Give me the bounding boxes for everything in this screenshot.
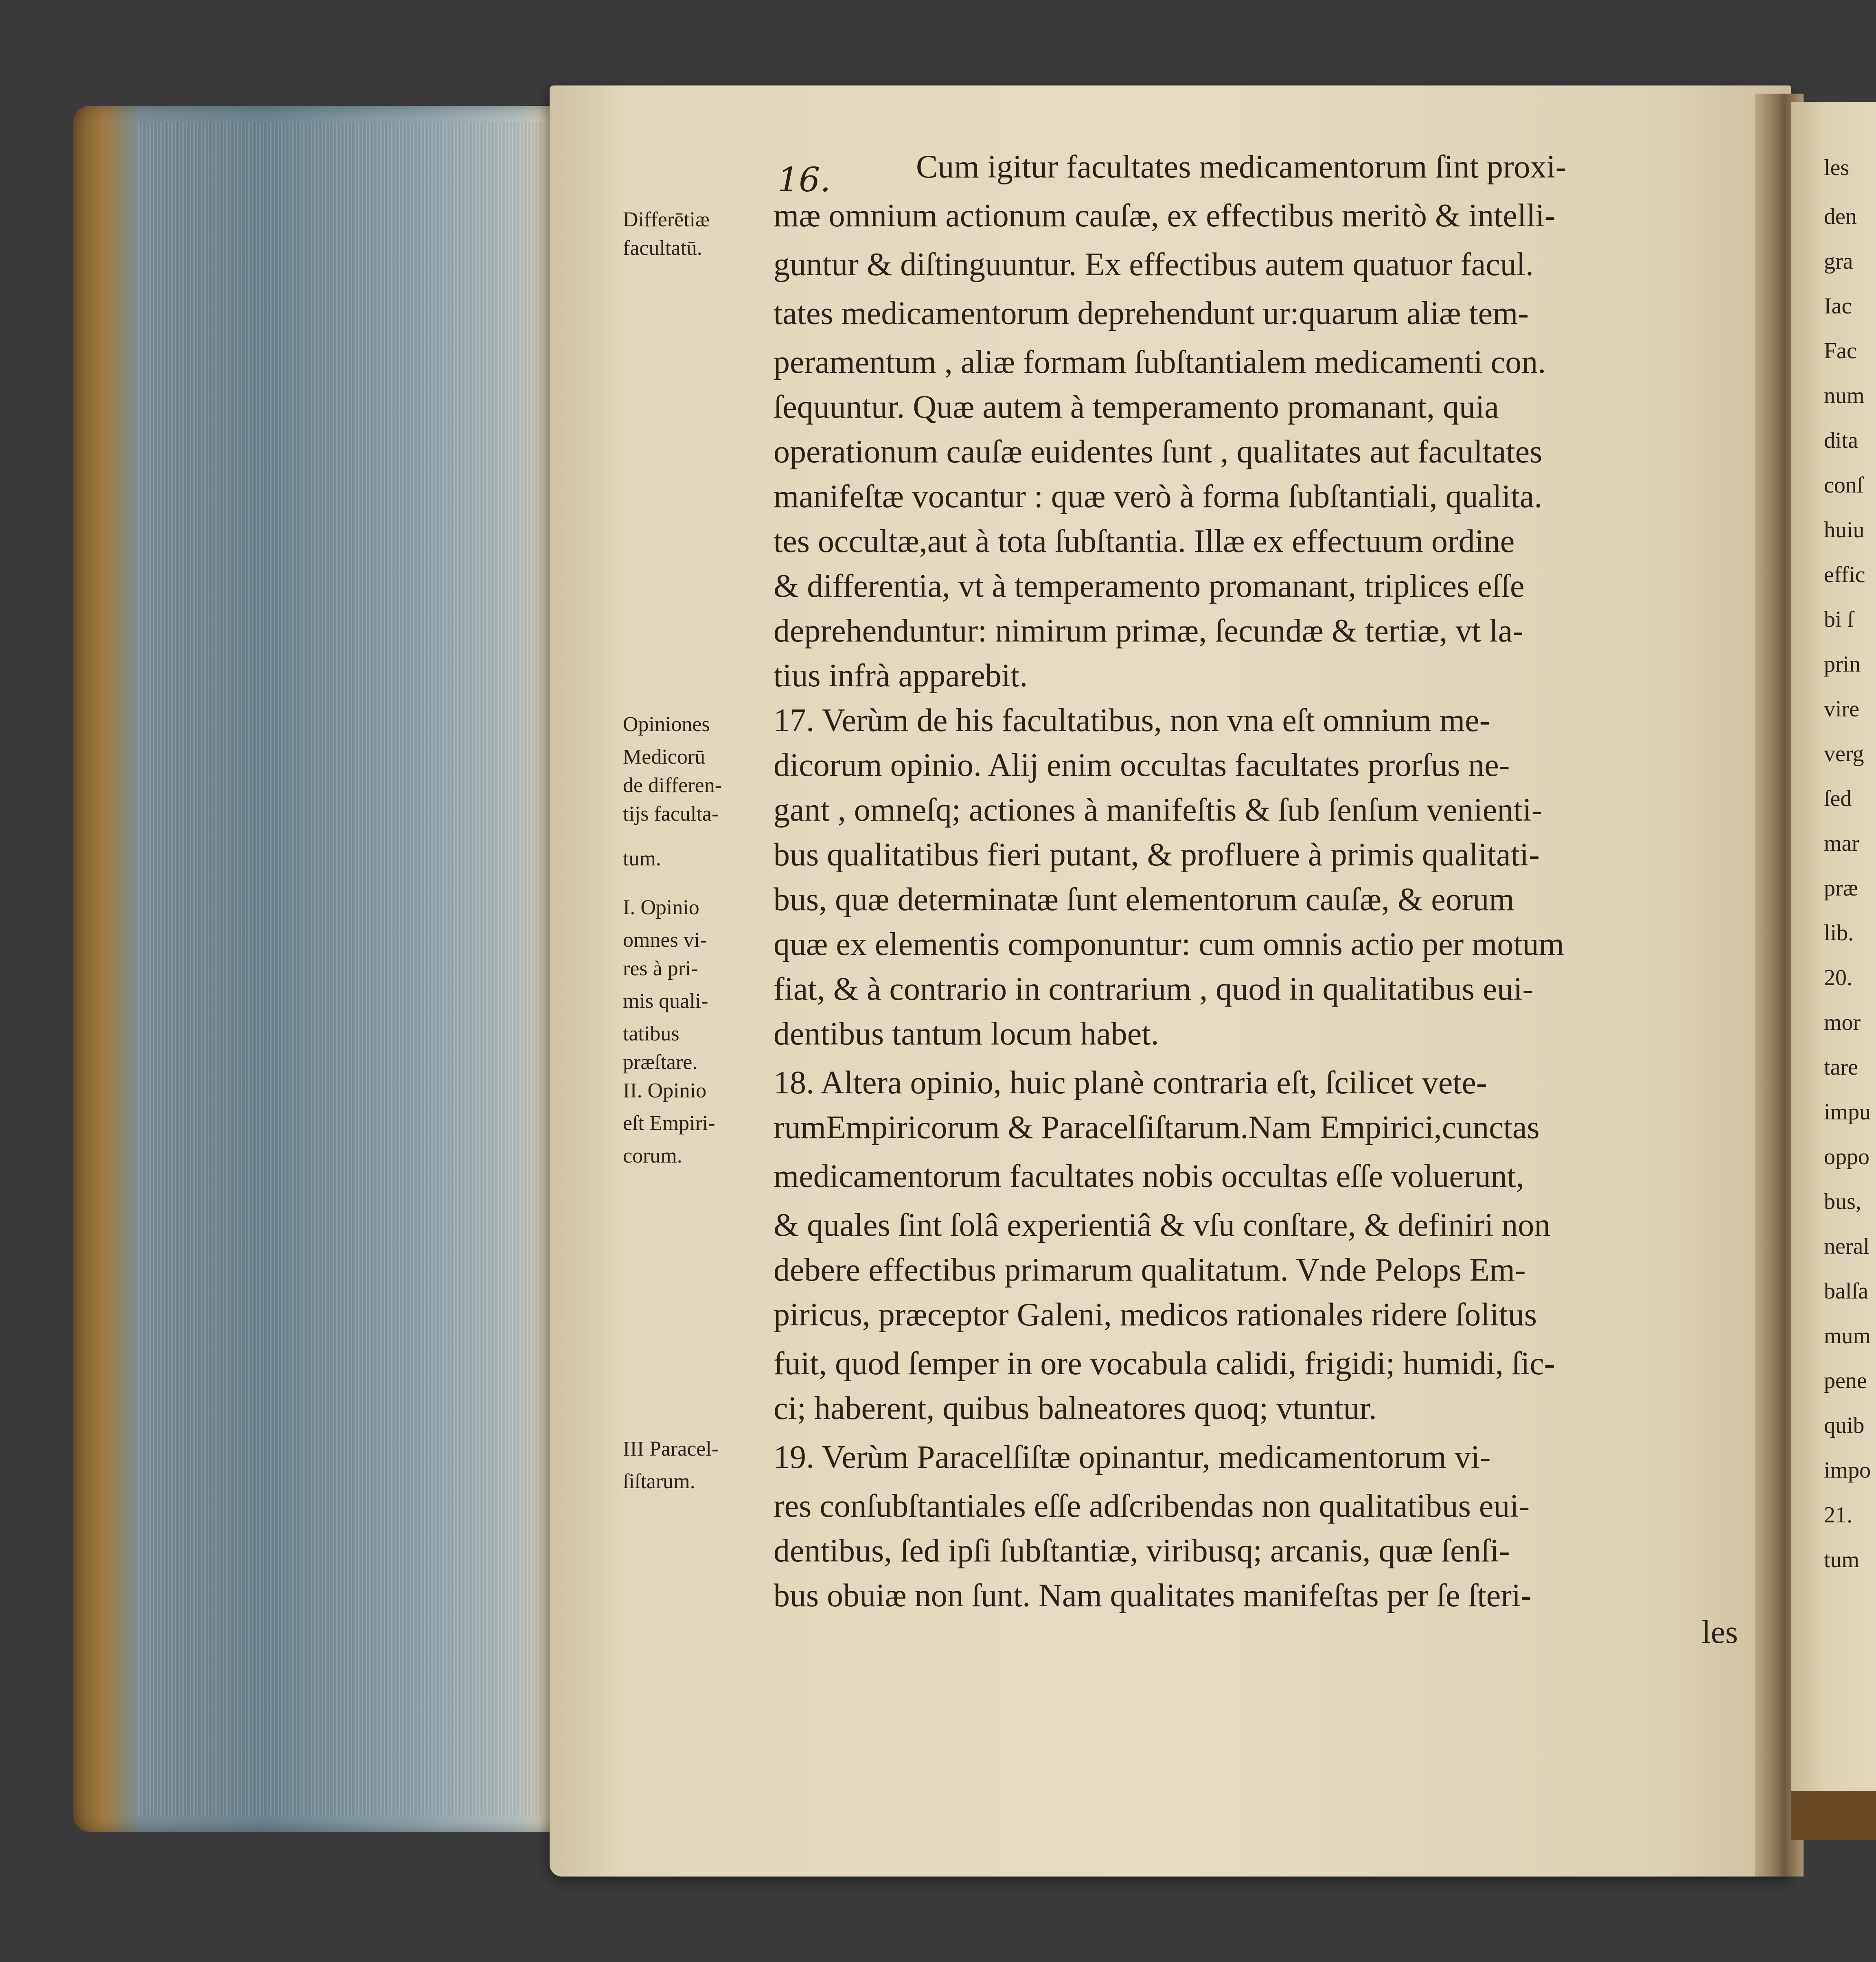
margin-note: tatibus xyxy=(623,1022,679,1045)
right-fragment: tum xyxy=(1824,1547,1860,1572)
margin-note: I. Opinio xyxy=(623,896,699,919)
text-line: deprehenduntur: nimirum primæ, ſecundæ & tertiæ, vt la- xyxy=(774,613,1523,649)
right-fragment: ſed xyxy=(1824,786,1852,811)
text-line: tates medicamentorum deprehendunt ur:quarum aliæ tem- xyxy=(774,296,1529,331)
text-line: bus qualitatibus fieri putant, & profluere à primis qualitati- xyxy=(774,837,1540,873)
right-fragment: tare xyxy=(1824,1055,1858,1080)
text-line: ſequuntur. Quæ autem à temperamento promanant, quia xyxy=(774,389,1499,425)
margin-note: tum. xyxy=(623,847,661,870)
text-line: & differentia, vt à temperamento promanant, triplices eſſe xyxy=(774,568,1525,604)
right-fragment: 20. xyxy=(1824,965,1852,990)
text-line: dentibus, ſed ipſi ſubſtantiæ, viribusq; arcanis, quæ ſenſi- xyxy=(774,1533,1510,1569)
right-fragment: vire xyxy=(1824,696,1860,722)
text-line: tius infrà apparebit. xyxy=(774,658,1028,694)
right-fragment: neral xyxy=(1824,1234,1869,1259)
text-line: operationum cauſæ euidentes ſunt , qualitates aut facultates xyxy=(774,434,1543,470)
right-fragment: mum xyxy=(1824,1323,1871,1349)
right-fragment: num xyxy=(1824,383,1865,408)
right-fragment: præ xyxy=(1824,876,1858,901)
text-line: medicamentorum facultates nobis occultas eſſe voluerunt, xyxy=(774,1158,1524,1194)
text-line: rumEmpiricorum & Paracelſiſtarum.Nam Empirici,cunctas xyxy=(774,1110,1540,1145)
margin-note: III Paracel- xyxy=(623,1437,719,1461)
right-fragment: impo xyxy=(1824,1458,1871,1483)
margin-note: præſtare. xyxy=(623,1051,698,1074)
right-fragment: oppo xyxy=(1824,1144,1869,1169)
margin-note: Opiniones xyxy=(623,713,710,736)
right-fragment: Iac xyxy=(1824,293,1852,319)
text-line: 17. Verùm de his facultatibus, non vna eſt omnium me- xyxy=(774,703,1490,738)
right-fragment: 21. xyxy=(1824,1502,1852,1528)
right-cover-edge xyxy=(1791,1791,1876,1840)
right-fragment: mar xyxy=(1824,831,1860,856)
text-line: tes occultæ,aut à tota ſubſtantia. Illæ ex effectuum ordine xyxy=(774,523,1515,559)
right-fragment: bus, xyxy=(1824,1189,1861,1214)
margin-note: II. Opinio xyxy=(623,1079,707,1102)
margin-note: ſiſtarum. xyxy=(623,1470,695,1493)
text-line: manifeſtæ vocantur : quæ verò à forma ſubſtantiali, qualita. xyxy=(774,479,1543,515)
right-fragment: Fac xyxy=(1824,338,1857,363)
text-line: dicorum opinio. Alij enim occultas facultates prorſus ne- xyxy=(774,747,1510,783)
text-line: bus, quæ determinatæ ſunt elementorum cauſæ, & eorum xyxy=(774,882,1514,917)
right-fragment: effic xyxy=(1824,562,1865,587)
right-fragment: conſ xyxy=(1824,473,1863,498)
margin-note: tijs faculta- xyxy=(623,802,719,826)
margin-note: mis quali- xyxy=(623,990,708,1013)
right-fragment: verg xyxy=(1824,741,1864,766)
margin-note: Differētiæ xyxy=(623,208,710,231)
right-fragment: prin xyxy=(1824,652,1861,677)
right-fragment: quib xyxy=(1824,1413,1865,1438)
text-line: les xyxy=(1702,1614,1738,1650)
text-line: 18. Altera opinio, huic planè contraria eſt, ſcilicet vete- xyxy=(774,1065,1487,1101)
margin-note: omnes vi- xyxy=(623,928,707,952)
margin-note: Medicorū xyxy=(623,745,706,769)
right-fragment: gra xyxy=(1824,249,1853,274)
right-fragment: huiu xyxy=(1824,517,1865,543)
text-line: gant , omneſq; actiones à manifeſtis & ſub ſenſum venienti- xyxy=(774,792,1543,828)
margin-note: facultatū. xyxy=(623,236,702,260)
right-fragment: mor xyxy=(1824,1010,1861,1035)
margin-note: de differen- xyxy=(623,774,722,797)
text-line: Cum igitur facultates medicamentorum ſint proxi- xyxy=(916,149,1567,185)
text-line: fuit, quod ſemper in ore vocabula calidi, frigidi; humidi, ſic- xyxy=(774,1346,1555,1382)
text-line: guntur & diſtinguuntur. Ex effectibus autem quatuor facul. xyxy=(774,247,1534,282)
right-fragment: pene xyxy=(1824,1368,1867,1393)
right-fragment: dita xyxy=(1824,428,1858,453)
right-fragment: impu xyxy=(1824,1099,1871,1125)
right-fragment: den xyxy=(1824,204,1857,229)
right-fragment: lib. xyxy=(1824,920,1854,946)
text-line: 19. Verùm Paracelſiſtæ opinantur, medicamentorum vi- xyxy=(774,1439,1491,1475)
text-line: piricus, præceptor Galeni, medicos rationales ridere ſolitus xyxy=(774,1297,1537,1333)
page-block-edge xyxy=(73,106,554,1832)
text-line: bus obuiæ non ſunt. Nam qualitates manifeſtas per ſe ſteri- xyxy=(774,1578,1532,1614)
text-line: debere effectibus primarum qualitatum. Vnde Pelops Em- xyxy=(774,1252,1526,1288)
text-line: fiat, & à contrario in contrarium , quod in qualitatibus eui- xyxy=(774,971,1534,1007)
text-line: mæ omnium actionum cauſæ, ex effectibus meritò & intelli- xyxy=(774,198,1556,234)
right-fragment: bi ſ xyxy=(1824,607,1854,632)
page-number: 16. xyxy=(778,161,831,199)
text-line: peramentum , aliæ formam ſubſtantialem medicamenti con. xyxy=(774,344,1546,380)
text-line: res conſubſtantiales eſſe adſcribendas non qualitatibus eui- xyxy=(774,1488,1530,1524)
right-fragment: les xyxy=(1824,155,1850,180)
margin-note: eſt Empiri- xyxy=(623,1112,715,1135)
margin-note: res à pri- xyxy=(623,957,698,980)
text-line: quæ ex elementis componuntur: cum omnis actio per motum xyxy=(774,926,1564,962)
text-line: dentibus tantum locum habet. xyxy=(774,1016,1159,1052)
right-fragment: balſa xyxy=(1824,1279,1868,1304)
margin-note: corum. xyxy=(623,1144,682,1167)
text-line: & quales ſint ſolâ experientiâ & vſu conſtare, & definiri non xyxy=(774,1207,1551,1243)
text-line: ci; haberent, quibus balneatores quoq; vtuntur. xyxy=(774,1390,1377,1426)
